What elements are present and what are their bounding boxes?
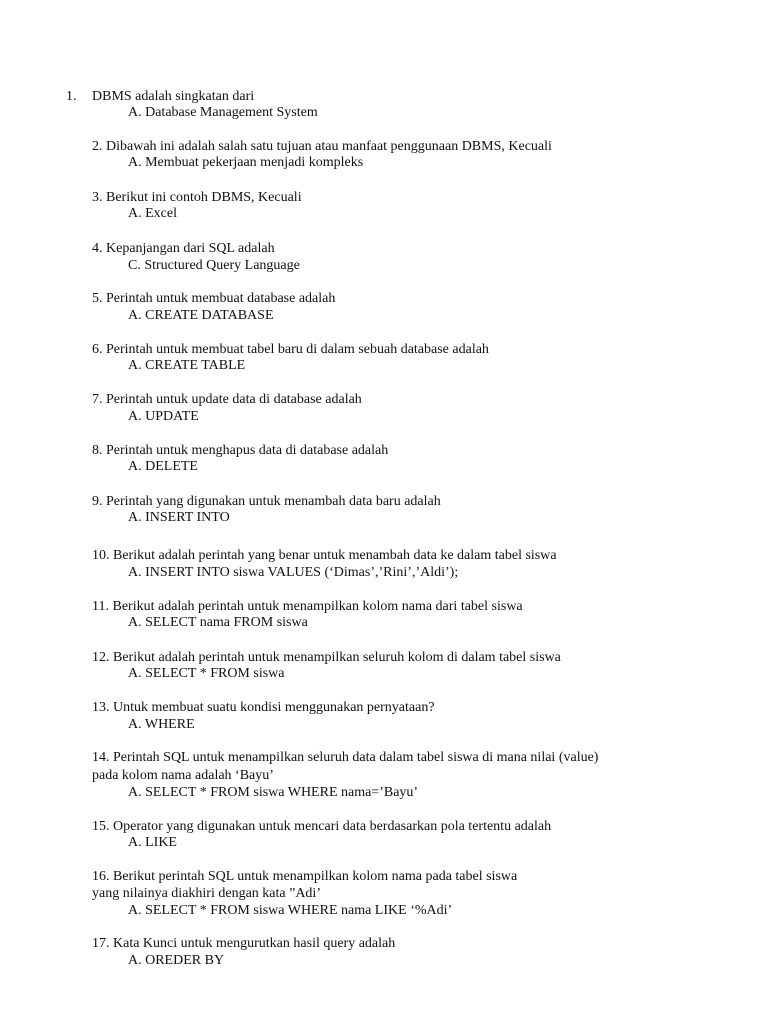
question-1-text: DBMS adalah singkatan dari: [92, 89, 255, 104]
question-7-answer: A. UPDATE: [128, 409, 199, 424]
question-12-text: 12. Berikut adalah perintah untuk menampilkan seluruh kolom di dalam tabel siswa: [92, 650, 561, 665]
question-14-answer: A. SELECT * FROM siswa WHERE nama=’Bayu’: [128, 785, 419, 800]
question-2-text: 2. Dibawah ini adalah salah satu tujuan atau manfaat penggunaan DBMS, Kecuali: [92, 139, 552, 154]
question-8-answer: A. DELETE: [128, 459, 198, 474]
question-11-text: 11. Berikut adalah perintah untuk menampilkan kolom nama dari tabel siswa: [92, 599, 523, 614]
question-10-answer: A. INSERT INTO siswa VALUES (‘Dimas’,’Rini’,’Aldi’);: [128, 565, 459, 580]
question-16-text: 16. Berikut perintah SQL untuk menampilkan kolom nama pada tabel siswa: [92, 869, 518, 884]
question-1-number: 1.: [66, 89, 77, 104]
question-15-answer: A. LIKE: [128, 835, 177, 850]
question-14-text-continued: pada kolom nama adalah ‘Bayu’: [92, 768, 274, 783]
question-5-answer: A. CREATE DATABASE: [128, 308, 274, 323]
question-13-answer: A. WHERE: [128, 717, 195, 732]
question-1-answer: A. Database Management System: [128, 105, 318, 120]
question-2-answer: A. Membuat pekerjaan menjadi kompleks: [128, 155, 364, 170]
question-9-text: 9. Perintah yang digunakan untuk menambah data baru adalah: [92, 494, 441, 509]
question-11-answer: A. SELECT nama FROM siswa: [128, 615, 308, 630]
question-17-text: 17. Kata Kunci untuk mengurutkan hasil query adalah: [92, 936, 396, 951]
question-4-text: 4. Kepanjangan dari SQL adalah: [92, 241, 275, 256]
question-12-answer: A. SELECT * FROM siswa: [128, 666, 285, 681]
question-16-answer: A. SELECT * FROM siswa WHERE nama LIKE ‘%Adi’: [128, 903, 453, 918]
question-9-answer: A. INSERT INTO: [128, 510, 230, 525]
question-14-text: 14. Perintah SQL untuk menampilkan seluruh data dalam tabel siswa di mana nilai (value): [92, 750, 599, 765]
question-4-answer: C. Structured Query Language: [128, 258, 300, 273]
question-6-answer: A. CREATE TABLE: [128, 358, 246, 373]
question-7-text: 7. Perintah untuk update data di database adalah: [92, 392, 362, 407]
question-17-answer: A. OREDER BY: [128, 953, 225, 968]
question-5-text: 5. Perintah untuk membuat database adalah: [92, 291, 336, 306]
question-8-text: 8. Perintah untuk menghapus data di database adalah: [92, 443, 389, 458]
question-13-text: 13. Untuk membuat suatu kondisi menggunakan pernyataan?: [92, 700, 435, 715]
question-10-text: 10. Berikut adalah perintah yang benar untuk menambah data ke dalam tabel siswa: [92, 548, 557, 563]
question-15-text: 15. Operator yang digunakan untuk mencari data berdasarkan pola tertentu adalah: [92, 819, 552, 834]
question-3-text: 3. Berikut ini contoh DBMS, Kecuali: [92, 190, 302, 205]
question-6-text: 6. Perintah untuk membuat tabel baru di dalam sebuah database adalah: [92, 342, 489, 357]
question-16-text-continued: yang nilainya diakhiri dengan kata ”Adi’: [92, 886, 321, 901]
question-3-answer: A. Excel: [128, 206, 177, 221]
